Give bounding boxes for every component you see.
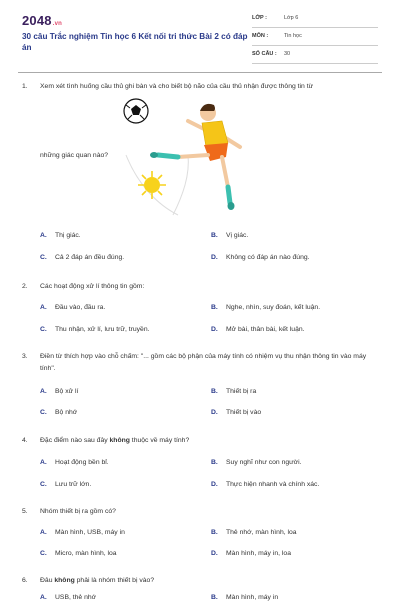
question-text: Nhóm thiết bị ra gồm có? — [40, 508, 116, 515]
header-divider — [18, 72, 382, 73]
option-label: A. — [40, 594, 47, 601]
option-label: A. — [40, 459, 47, 466]
option-text: Thị giác. — [55, 232, 81, 239]
soccer-ball-icon — [124, 99, 148, 123]
option-text: Nghe, nhìn, suy đoán, kết luận. — [226, 304, 321, 311]
question-text: Các hoạt động xử lí thông tin gồm: — [40, 283, 145, 290]
option-text: Đầu vào, đầu ra. — [55, 304, 106, 311]
option-text: Suy nghĩ như con người. — [226, 459, 302, 466]
impact-star-icon — [138, 171, 166, 199]
meta-subject-label: MÔN : — [252, 33, 269, 39]
option-label: B. — [211, 232, 218, 239]
question-number: 2. — [22, 283, 28, 290]
question-number: 3. — [22, 353, 28, 360]
question-4 — [22, 435, 382, 447]
meta-subject — [252, 31, 378, 46]
option-text: Bộ nhớ — [55, 409, 78, 416]
option-label: C. — [40, 481, 47, 488]
option-text: Lưu trữ lớn. — [55, 481, 92, 488]
option-label: D. — [211, 481, 218, 488]
meta-count-label: SỐ CÂU : — [252, 51, 277, 57]
meta-panel — [252, 13, 378, 67]
option-label: C. — [40, 550, 47, 557]
option-label: D. — [211, 550, 218, 557]
header — [0, 0, 400, 72]
page-title: 30 câu Trắc nghiệm Tin học 6 Kết nối tri thức Bài 2 có đáp án — [22, 32, 248, 52]
option-label: C. — [40, 409, 47, 416]
option-text: Mở bài, thân bài, kết luận. — [226, 326, 305, 333]
question-number: 5. — [22, 508, 28, 515]
question-6 — [22, 575, 382, 587]
option-text: Thẻ nhớ, màn hình, loa — [226, 529, 297, 536]
option-label: D. — [211, 326, 218, 333]
question-3 — [22, 351, 382, 375]
question-2 — [22, 281, 382, 293]
option-text: Màn hình, máy in — [226, 594, 279, 601]
question-text: Điền từ thích hợp vào chỗ chấm: "... gồm các bộ phận của máy tính có nhiệm vụ thu nhận thông tin vào máy tính". — [40, 353, 367, 372]
question-1-continued — [22, 150, 122, 162]
question-number: 6. — [22, 577, 28, 584]
question-5 — [22, 506, 382, 518]
logo-tld: .vn — [52, 21, 63, 27]
option-label: A. — [40, 304, 47, 311]
option-label: B. — [211, 529, 218, 536]
option-label: B. — [211, 388, 218, 395]
option-text: Thiết bị vào — [226, 409, 262, 416]
option-label: B. — [211, 459, 218, 466]
option-label: D. — [211, 254, 218, 261]
question-text: Đâu không phải là nhóm thiết bị vào? — [40, 577, 155, 584]
site-logo[interactable] — [22, 13, 62, 28]
option-text: Thực hiện nhanh và chính xác. — [226, 481, 320, 488]
option-text: Cả 2 đáp án đều đúng. — [55, 254, 125, 261]
question-number: 4. — [22, 437, 28, 444]
meta-count-value: 30 — [284, 51, 291, 57]
question-text: Đặc điểm nào sau đây không thuộc về máy tính? — [40, 437, 190, 444]
option-label: C. — [40, 254, 47, 261]
option-label: A. — [40, 232, 47, 239]
question-1 — [22, 81, 382, 93]
option-label: C. — [40, 326, 47, 333]
option-text: Micro, màn hình, loa — [55, 550, 117, 557]
option-text: Vị giác. — [226, 232, 249, 239]
option-text: Bộ xử lí — [55, 388, 79, 395]
option-text: Không có đáp án nào đúng. — [226, 254, 310, 261]
meta-grade-value: Lớp 6 — [284, 15, 299, 21]
option-text: Thu nhận, xử lí, lưu trữ, truyền. — [55, 326, 150, 333]
option-label: B. — [211, 594, 218, 601]
question-text: Xem xét tình huống cầu thủ ghi bàn và cho biết bộ não của cầu thủ nhận được thông tin từ — [40, 83, 314, 90]
option-text: Màn hình, USB, máy in — [55, 529, 125, 536]
option-label: A. — [40, 529, 47, 536]
option-label: A. — [40, 388, 47, 395]
option-text: Thiết bị ra — [226, 388, 257, 395]
question-number: 1. — [22, 83, 28, 90]
option-label: B. — [211, 304, 218, 311]
option-label: D. — [211, 409, 218, 416]
logo-brand: 2048 — [22, 13, 52, 28]
question-text-cont: những giác quan nào? — [40, 152, 109, 159]
meta-subject-value: Tin học — [284, 33, 302, 39]
meta-grade-label: LỚP : — [252, 15, 267, 21]
option-text: Màn hình, máy in, loa — [226, 550, 291, 557]
option-text: USB, thẻ nhớ — [55, 594, 97, 601]
option-text: Hoạt động bền bỉ. — [55, 459, 109, 466]
meta-grade — [252, 13, 378, 28]
meta-count — [252, 49, 378, 64]
